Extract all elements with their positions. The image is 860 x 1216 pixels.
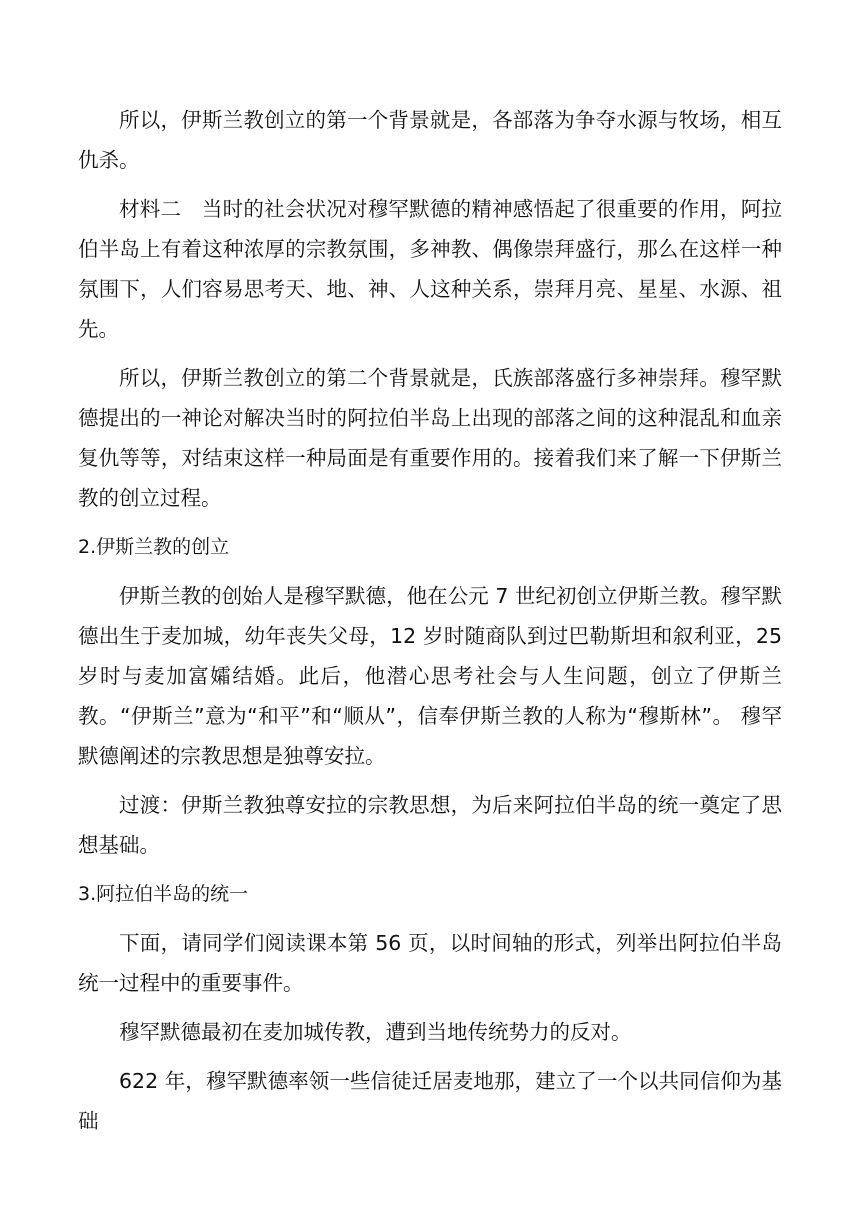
paragraph-background-two: 所以，伊斯兰教创立的第二个背景就是，氏族部落盛行多神崇拜。穆罕默德提出的一神论对解决当时的阿拉伯半岛上出现的部落之间的这种混乱和血亲复仇等等，对结束这样一种局面是有重要作用的。接着我们来了解一下伊斯兰教的创立过程。	[78, 366, 782, 510]
paragraph-transition: 过渡：伊斯兰教独尊安拉的宗教思想，为后来阿拉伯半岛的统一奠定了思想基础。	[78, 793, 782, 857]
section-heading-unification: 3.阿拉伯半岛的统一	[78, 883, 249, 905]
paragraph-background-one: 所以，伊斯兰教创立的第一个背景就是，各部落为争夺水源与牧场，相互仇杀。	[78, 108, 782, 172]
paragraph-mecca-preaching: 穆罕默德最初在麦加城传教，遭到当地传统势力的反对。	[119, 1020, 632, 1044]
paragraph-reading-task: 下面，请同学们阅读课本第 56 页，以时间轴的形式，列举出阿拉伯半岛统一过程中的重要事件。	[78, 931, 782, 995]
paragraph-migration-622: 622 年，穆罕默德率领一些信徒迁居麦地那，建立了一个以共同信仰为基础	[78, 1069, 782, 1133]
paragraph-material-two: 材料二 当时的社会状况对穆罕默德的精神感悟起了很重要的作用，阿拉伯半岛上有着这种浓厚的宗教氛围，多神教、偶像崇拜盛行，那么在这样一种氛围下，人们容易思考天、地、神、人这种关系，崇拜月亮、星星、水源、祖先。	[78, 197, 782, 341]
section-heading-founding: 2.伊斯兰教的创立	[78, 536, 230, 558]
paragraph-founder: 伊斯兰教的创始人是穆罕默德，他在公元 7 世纪初创立伊斯兰教。穆罕默德出生于麦加城，幼年丧失父母，12 岁时随商队到过巴勒斯坦和叙利亚，25 岁时与麦加富孀结婚。此后，他潜心思考社会与人生问题，创立了伊斯兰教。“伊斯兰”意为“和平”和“顺从”，信奉伊斯兰教的人称为“穆斯林”。 穆罕默德阐述的宗教思想是独尊安拉。	[78, 584, 782, 768]
